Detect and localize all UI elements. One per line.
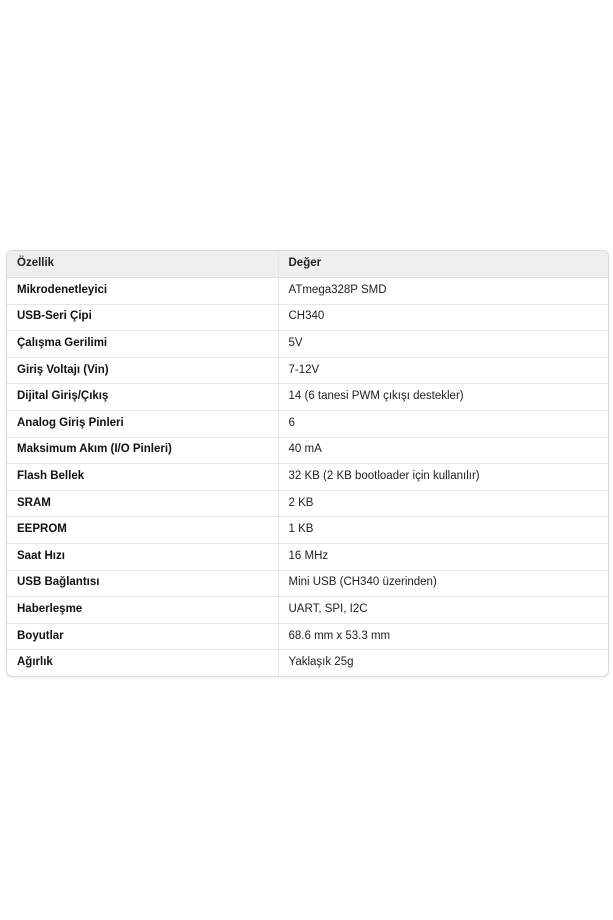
row-value: ATmega328P SMD xyxy=(278,278,608,305)
table-row xyxy=(7,570,608,597)
row-property: Analog Giriş Pinleri xyxy=(7,410,278,437)
table-row xyxy=(7,490,608,517)
row-value: 1 KB xyxy=(278,517,608,544)
table-row xyxy=(7,384,608,411)
row-property: Boyutlar xyxy=(7,623,278,650)
row-value: 5V xyxy=(278,331,608,358)
row-property: USB Bağlantısı xyxy=(7,570,278,597)
table-row xyxy=(7,304,608,331)
row-value: 32 KB (2 KB bootloader için kullanılır) xyxy=(278,464,608,491)
row-property: Maksimum Akım (I/O Pinleri) xyxy=(7,437,278,464)
row-value: CH340 xyxy=(278,304,608,331)
header-property: Özellik xyxy=(7,251,278,278)
table-row xyxy=(7,597,608,624)
row-property: Çalışma Gerilimi xyxy=(7,331,278,358)
table-row xyxy=(7,650,608,676)
row-property: Saat Hızı xyxy=(7,543,278,570)
table-row xyxy=(7,357,608,384)
table-header xyxy=(7,251,608,278)
row-property: Mikrodenetleyici xyxy=(17,283,108,296)
row-property: EEPROM xyxy=(7,517,278,544)
row-value: Yaklaşık 25g xyxy=(278,650,608,676)
table-row xyxy=(7,410,608,437)
table-body xyxy=(7,278,608,676)
row-value: 68.6 mm x 53.3 mm xyxy=(278,623,608,650)
row-property: SRAM xyxy=(7,490,278,517)
table-row xyxy=(7,543,608,570)
row-value: Mini USB (CH340 üzerinden) xyxy=(278,570,608,597)
row-value: 16 MHz xyxy=(278,543,608,570)
row-value: 2 KB xyxy=(278,490,608,517)
row-value: UART, SPI, I2C xyxy=(278,597,608,624)
row-value: 6 xyxy=(278,410,608,437)
row-value: 7-12V xyxy=(278,357,608,384)
row-property: Haberleşme xyxy=(7,597,278,624)
row-property: Flash Bellek xyxy=(7,464,278,491)
row-property: Dijital Giriş/Çıkış xyxy=(7,384,278,411)
header-value: Değer xyxy=(278,251,608,278)
table-row xyxy=(7,517,608,544)
table-row xyxy=(7,623,608,650)
table-row xyxy=(7,464,608,491)
row-property: Giriş Voltajı (Vin) xyxy=(7,357,278,384)
row-value: 14 (6 tanesi PWM çıkışı destekler) xyxy=(278,384,608,411)
table-row xyxy=(7,278,608,305)
table-row xyxy=(7,437,608,464)
header-row xyxy=(7,251,608,278)
spec-table-container xyxy=(6,250,609,677)
table-row xyxy=(7,331,608,358)
row-property: Ağırlık xyxy=(7,650,278,676)
spec-table xyxy=(7,251,608,676)
row-property: USB-Seri Çipi xyxy=(7,304,278,331)
row-value: 40 mA xyxy=(278,437,608,464)
